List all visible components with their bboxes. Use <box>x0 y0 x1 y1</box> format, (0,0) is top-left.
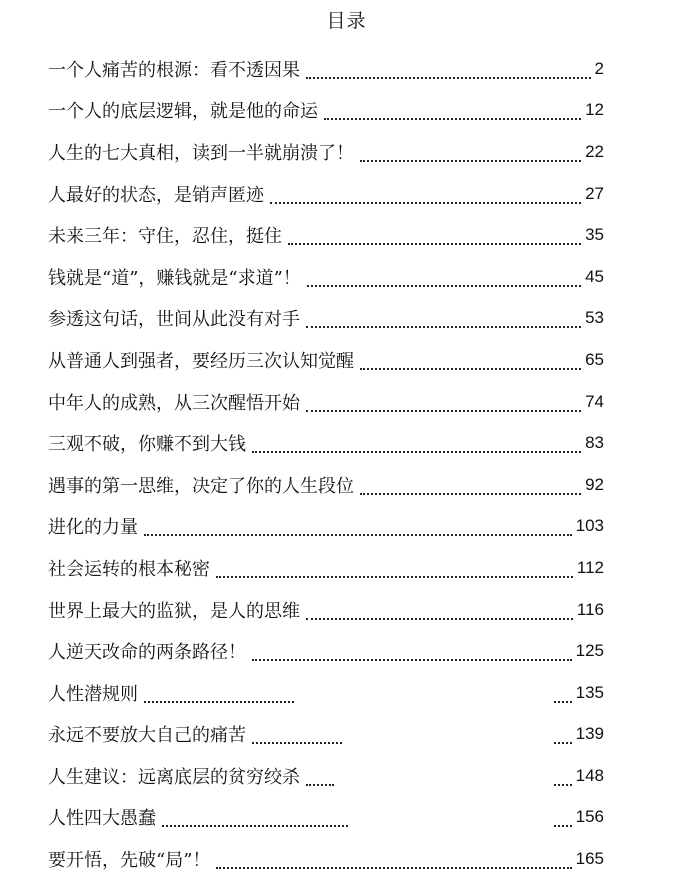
toc-entry-page: 27 <box>585 183 604 203</box>
toc-entry-page: 92 <box>585 474 604 494</box>
toc-entry[interactable] <box>48 173 604 215</box>
toc-entry-title: 永远不要放大自己的痛苦 <box>48 721 250 747</box>
toc-entry[interactable] <box>48 672 604 714</box>
dot-leader <box>252 437 581 453</box>
toc-list <box>48 48 604 880</box>
toc-entry-title: 一个人痛苦的根源：看不透因果 <box>48 56 304 82</box>
dot-leader <box>306 312 581 328</box>
dot-leader <box>306 604 573 620</box>
toc-entry-page: 83 <box>585 433 604 453</box>
dot-leader <box>306 63 591 79</box>
toc-entry-title: 钱就是“道”，赚钱就是“求道”！ <box>48 264 305 290</box>
toc-entry-page: 35 <box>585 225 604 245</box>
dot-leader <box>162 811 348 827</box>
toc-entry-page: 74 <box>585 391 604 411</box>
dot-leader <box>306 396 581 412</box>
toc-entry-title: 一个人的底层逻辑，就是他的命运 <box>48 97 322 123</box>
dot-leader <box>216 853 571 869</box>
toc-entry[interactable] <box>48 131 604 173</box>
toc-entry-page: 45 <box>585 266 604 286</box>
toc-entry[interactable] <box>48 589 604 631</box>
toc-entry-title: 人逆天改命的两条路径！ <box>48 638 250 664</box>
toc-entry-page: 165 <box>575 849 604 869</box>
toc-entry-page: 112 <box>576 557 604 577</box>
dot-leader <box>252 645 572 661</box>
dot-leader <box>554 687 572 703</box>
toc-entry-title: 从普通人到强者，要经历三次认知觉醒 <box>48 347 358 373</box>
dot-leader <box>216 562 573 578</box>
toc-entry-page: 22 <box>585 141 604 161</box>
dot-leader <box>360 354 581 370</box>
toc-entry-page: 65 <box>585 349 604 369</box>
toc-entry-title: 社会运转的根本秘密 <box>48 555 214 581</box>
toc-entry-title: 人性潜规则 <box>48 680 142 706</box>
toc-entry[interactable] <box>48 90 604 132</box>
toc-entry[interactable] <box>48 381 604 423</box>
toc-entry-title: 人性四大愚蠢 <box>48 804 160 830</box>
toc-entry-title: 人生的七大真相，读到一半就崩溃了！ <box>48 139 358 165</box>
toc-entry-title: 进化的力量 <box>48 513 142 539</box>
toc-entry-title: 中年人的成熟，从三次醒悟开始 <box>48 389 304 415</box>
toc-entry[interactable] <box>48 755 604 797</box>
toc-entry-title: 人最好的状态，是销声匿迹 <box>48 181 268 207</box>
toc-entry-page: 116 <box>576 599 604 619</box>
toc-title: 目录 <box>326 10 367 32</box>
toc-entry-page: 53 <box>585 308 604 328</box>
dot-leader <box>288 229 581 245</box>
toc-entry[interactable] <box>48 630 604 672</box>
toc-entry[interactable] <box>48 214 604 256</box>
toc-entry-page: 139 <box>575 724 604 744</box>
toc-entry[interactable] <box>48 797 604 839</box>
toc-entry[interactable] <box>48 714 604 756</box>
toc-entry-title: 要开悟，先破“局”！ <box>48 846 214 872</box>
toc-entry-title: 三观不破，你赚不到大钱 <box>48 430 250 456</box>
dot-leader <box>144 687 294 703</box>
dot-leader <box>554 811 572 827</box>
toc-entry-title: 未来三年：守住，忍住，挺住 <box>48 222 286 248</box>
dot-leader <box>307 271 581 287</box>
toc-entry[interactable] <box>48 339 604 381</box>
toc-entry-page: 103 <box>575 516 604 536</box>
toc-entry-title: 人生建议：远离底层的贫穷绞杀 <box>48 763 304 789</box>
toc-entry[interactable] <box>48 838 604 880</box>
toc-entry-page: 125 <box>575 641 604 661</box>
toc-entry-title: 遇事的第一思维，决定了你的人生段位 <box>48 472 358 498</box>
toc-entry-title: 参透这句话，世间从此没有对手 <box>48 305 304 331</box>
toc-entry[interactable] <box>48 547 604 589</box>
toc-entry[interactable] <box>48 298 604 340</box>
dot-leader <box>360 146 581 162</box>
dot-leader <box>144 520 572 536</box>
toc-entry[interactable] <box>48 48 604 90</box>
dot-leader <box>306 770 334 786</box>
toc-entry-page: 135 <box>575 682 604 702</box>
toc-entry-title: 世界上最大的监狱，是人的思维 <box>48 597 304 623</box>
dot-leader <box>270 188 581 204</box>
toc-entry-page: 12 <box>585 100 604 120</box>
dot-leader <box>554 770 572 786</box>
toc-entry[interactable] <box>48 464 604 506</box>
toc-entry[interactable] <box>48 256 604 298</box>
dot-leader <box>252 728 342 744</box>
toc-entry-page: 2 <box>594 58 604 78</box>
toc-entry-page: 156 <box>575 807 604 827</box>
toc-entry[interactable] <box>48 422 604 464</box>
toc-entry-page: 148 <box>575 765 604 785</box>
dot-leader <box>324 104 581 120</box>
dot-leader <box>554 728 572 744</box>
toc-entry[interactable] <box>48 506 604 548</box>
dot-leader <box>360 479 581 495</box>
